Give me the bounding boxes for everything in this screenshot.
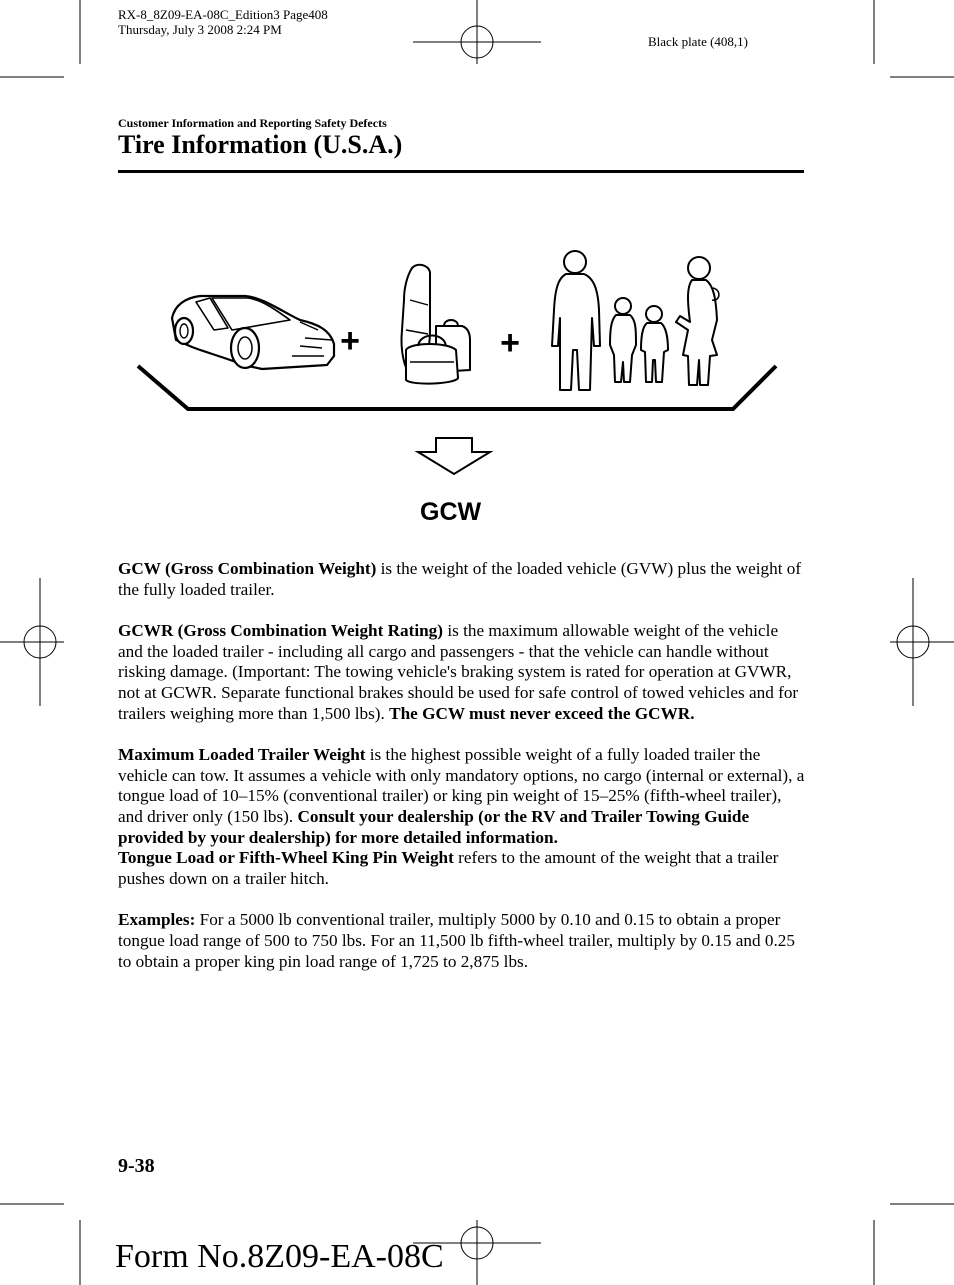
plus-sign-1: +	[340, 322, 360, 360]
print-file-line: RX-8_8Z09-EA-08C_Edition3 Page408	[118, 7, 328, 22]
term-examples: Examples:	[118, 910, 196, 930]
plate-label: Black plate (408,1)	[648, 34, 748, 49]
text-gcwr: is the maximum allowable weight of the vehicle and the loaded trailer - including all cargo and passengers - that the vehicle can handle without risking damage. (Important: The towing vehicle's braking system is rated for operation at GVWR, not at GCWR. Separate functional brakes should be used for safe control of towed vehicles and for trailers weighing more than 1,500 lbs).	[118, 620, 799, 723]
emphasis-gcwr: The GCW must never exceed the GCWR.	[389, 703, 695, 723]
text-examples: For a 5000 lb conventional trailer, multiply 5000 by 0.10 and 0.15 to obtain a proper tongue load range of 500 to 750 lbs. For an 11,500 lb fifth-wheel trailer, multiply by 0.15 and 0.25 to obtain a proper king pin load range of 1,725 to 2,875 lbs.	[118, 910, 795, 971]
gcw-figure	[0, 0, 954, 540]
plus-sign-2: +	[500, 324, 520, 362]
down-arrow-icon	[418, 438, 490, 474]
registration-target-right	[890, 578, 954, 706]
paragraph-gcwr	[118, 621, 806, 725]
text-gcw: is the weight of the loaded vehicle (GVW) plus the weight of the fully loaded trailer.	[118, 559, 802, 599]
term-max-trailer-weight: Maximum Loaded Trailer Weight	[118, 744, 366, 764]
form-number: Form No.8Z09-EA-08C	[115, 1238, 444, 1275]
page-number: 9-38	[118, 1155, 155, 1177]
paragraph-max-trailer-weight	[118, 745, 806, 890]
section-title: Customer Information and Reporting Safety Defects	[118, 116, 387, 130]
term-tongue-load: Tongue Load or Fifth-Wheel King Pin Weight	[118, 848, 454, 868]
gcw-result-label: GCW	[420, 498, 482, 526]
term-gcw: GCW (Gross Combination Weight)	[118, 559, 377, 578]
text-tongue-load: refers to the amount of the weight that a trailer pushes down on a trailer hitch.	[118, 848, 779, 889]
family-icon	[552, 251, 719, 390]
luggage-icon	[402, 265, 471, 384]
term-gcwr: GCWR (Gross Combination Weight Rating)	[118, 620, 444, 640]
car-icon	[172, 296, 334, 369]
paragraph-gcw	[118, 559, 806, 600]
registration-target-left	[0, 578, 64, 706]
emphasis-dealership: Consult your dealership (or the RV and Trailer Towing Guide provided by your dealership) for more detailed information.	[118, 807, 750, 847]
paragraph-examples	[118, 910, 806, 972]
page-title: Tire Information (U.S.A.)	[118, 130, 403, 159]
body-text	[118, 559, 806, 993]
text-max-trailer-weight: is the highest possible weight of a fully loaded trailer the vehicle can tow. It assumes a vehicle with only mandatory options, no cargo (internal or external), a tongue load of 10‒15% (conventional trailer) or king pin weight of 15‒25% (fifth-wheel trailer), and driver only (150 lbs).	[118, 744, 805, 827]
print-date-line: Thursday, July 3 2008 2:24 PM	[118, 22, 282, 37]
